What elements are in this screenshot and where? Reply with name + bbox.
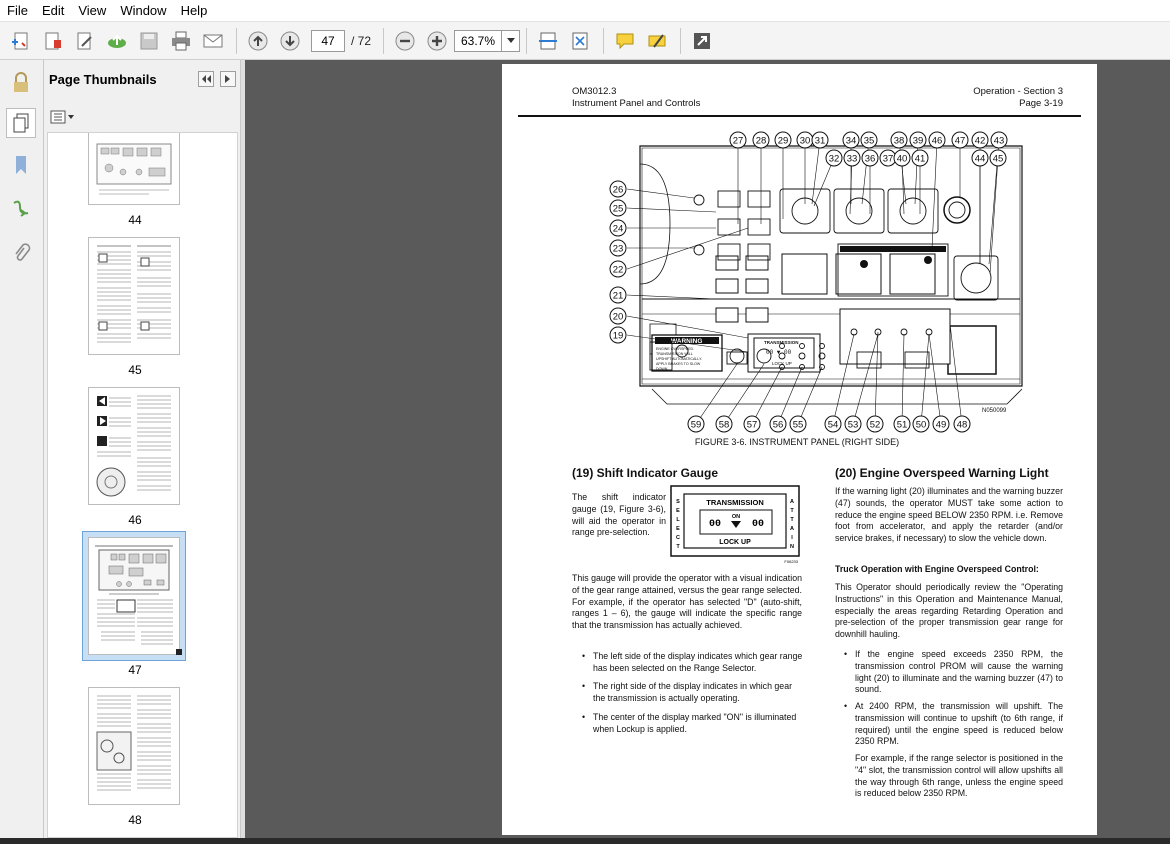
attachments-button[interactable]: [6, 238, 36, 268]
figure-callout-label: 19: [612, 330, 624, 342]
upload-button[interactable]: [102, 26, 132, 56]
shift-bullet-3: • The center of the display marked "ON" is illuminated when Lockup is applied.: [593, 712, 803, 736]
menu-view[interactable]: View: [78, 2, 107, 18]
svg-text:LOCK UP: LOCK UP: [719, 539, 751, 546]
figure-callout-label: 44: [974, 153, 986, 165]
svg-text:00 ▼ 00: 00 ▼ 00: [766, 349, 792, 356]
figure-code: N050099: [982, 408, 1007, 414]
thumbnails-panel: [44, 60, 241, 838]
figure-callout-label: 36: [864, 153, 876, 165]
thumbnail-page-44[interactable]: [88, 132, 180, 205]
arrow-down-circle-icon: [279, 30, 301, 52]
figure-callout-label: 46: [931, 135, 943, 147]
figure-callout-label: 33: [846, 153, 858, 165]
thumbnail-label: 44: [128, 213, 142, 227]
figure-callout-label: 23: [612, 243, 624, 255]
svg-text:ENGINE OVERSPEED.: ENGINE OVERSPEED.: [656, 347, 695, 351]
figure-callout-label: 41: [914, 153, 926, 165]
menu-window[interactable]: Window: [120, 2, 167, 18]
comment-button[interactable]: [610, 26, 640, 56]
thumbnail-page-47[interactable]: [88, 537, 180, 655]
figure-callout-label: 39: [912, 135, 924, 147]
fit-page-button[interactable]: [565, 26, 595, 56]
figure-callout-label: 30: [799, 135, 811, 147]
menu-file[interactable]: File: [7, 2, 28, 18]
sign-button[interactable]: [70, 26, 100, 56]
navigation-pane-strip: [0, 60, 44, 844]
figure-callout-label: 43: [993, 135, 1005, 147]
figure-callout-label: 31: [814, 135, 826, 147]
thumbnail-page-46[interactable]: [88, 387, 180, 505]
lock-icon: [11, 72, 31, 94]
thumbnail-label: 45: [128, 363, 142, 377]
minus-circle-icon: [394, 30, 416, 52]
panel-warning-text: WARNING: [671, 338, 703, 345]
previous-page-button[interactable]: [243, 26, 273, 56]
overspeed-paragraph-3: For example, if the range selector is positioned in the "4" slot, the transmission control will allow upshifts all the way through 6th range, unless the engine speed is reduced below 2350 RPM.: [855, 753, 1063, 799]
svg-text:UPSHIFT AUTOMATICALLY.: UPSHIFT AUTOMATICALLY.: [656, 357, 702, 361]
header-section-title: Instrument Panel and Controls: [572, 98, 701, 109]
figure-callout-label: 34: [845, 135, 857, 147]
menu-edit[interactable]: Edit: [41, 2, 65, 18]
svg-text:00: 00: [751, 519, 765, 530]
header-page-number: Page 3-19: [1019, 98, 1063, 109]
full-screen-button[interactable]: [687, 26, 717, 56]
menu-help[interactable]: Help: [180, 2, 208, 18]
floppy-disk-icon: [138, 30, 160, 52]
document-view: [245, 60, 1170, 844]
overspeed-heading: (20) Engine Overspeed Warning Light: [835, 466, 1049, 480]
thumbnail-page-48[interactable]: [88, 687, 180, 805]
page-number-input[interactable]: 47: [311, 30, 345, 52]
figure-callout-label: 45: [992, 153, 1004, 165]
page-preview-icon: [89, 538, 179, 654]
paperclip-icon: [11, 242, 31, 264]
save-button[interactable]: [134, 26, 164, 56]
page-preview-icon: [89, 238, 179, 354]
figure-callout-label: 24: [612, 223, 624, 235]
double-chevron-left-icon: [201, 75, 211, 83]
figure-callout-label: 27: [732, 135, 744, 147]
shift-bullet-1: • The left side of the display indicates which gear range has been selected on the Range Selector.: [593, 651, 803, 675]
shift-indicator-heading: (19) Shift Indicator Gauge: [572, 466, 719, 480]
toolbar-separator: [383, 28, 384, 54]
thumbnail-resize-handle[interactable]: [176, 649, 182, 655]
edit-pdf-button[interactable]: [38, 26, 68, 56]
thumbnail-list: [47, 132, 238, 838]
next-page-button[interactable]: [275, 26, 305, 56]
pages-icon: [11, 112, 31, 134]
svg-text:I: I: [791, 535, 793, 541]
fit-width-button[interactable]: [533, 26, 563, 56]
figure-callout-label: 28: [755, 135, 767, 147]
svg-text:DOWN.: DOWN.: [656, 367, 669, 371]
fit-page-icon: [569, 30, 591, 52]
collapse-panel-button[interactable]: [198, 71, 214, 87]
page-preview-icon: [89, 388, 179, 504]
figure-callout-label: 32: [828, 153, 840, 165]
highlight-button[interactable]: [642, 26, 672, 56]
toolbar-separator: [680, 28, 681, 54]
header-section: Operation - Section 3: [973, 86, 1063, 97]
options-menu-icon: [50, 110, 76, 124]
overspeed-paragraph-1: If the warning light (20) illuminates and the warning buzzer (47) sounds, the operator MUST take some action to reduce the engine speed BELOW 2350 RPM. i.e. Remove foot from accelerator, and apply the retarder (and/or service brakes, if necessary) to slow the vehicle down.: [835, 486, 1063, 544]
bookmarks-button[interactable]: [6, 150, 36, 180]
overspeed-bullet-2: • At 2400 RPM, the transmission will upshift. The transmission will continue to upshift (to 6th range, if required) until the engine speed is reduced below 2350 RPM.: [855, 701, 1063, 748]
figure-callout-label: 29: [777, 135, 789, 147]
panel-title: Page Thumbnails: [49, 72, 157, 87]
figure-callout-label: 49: [935, 419, 947, 431]
page-thumbnails-button[interactable]: [6, 108, 36, 138]
figure-callout-label: 56: [772, 419, 784, 431]
toolbar-separator: [526, 28, 527, 54]
overspeed-paragraph-2: This Operator should periodically review the "Operating Instructions" in this Operation and Maintenance Manual, especially the areas regarding Retarding Operation and pre-selection of the proper transmission gear range for downhill hauling.: [835, 582, 1063, 640]
figure-callout-label: 52: [869, 419, 881, 431]
page-total: / 72: [351, 33, 372, 48]
figure-callout-label: 26: [612, 184, 624, 196]
zoom-level-input[interactable]: 63.7%: [454, 30, 502, 52]
zoom-dropdown-button[interactable]: [502, 30, 520, 52]
pdf-page: [502, 64, 1097, 835]
svg-text:E: E: [676, 526, 680, 532]
header-doc-code: OM3012.3: [572, 86, 617, 97]
pen-icon: [74, 30, 96, 52]
svg-text:S: S: [676, 499, 680, 505]
document-edit-icon: [42, 30, 64, 52]
menu-bar: [0, 0, 1170, 22]
instrument-panel-figure: [502, 124, 1097, 454]
svg-text:A: A: [790, 526, 794, 532]
page-preview-icon: [89, 132, 179, 204]
svg-text:T: T: [790, 517, 794, 523]
figure-callout-label: 40: [896, 153, 908, 165]
figure-callout-label: 48: [956, 419, 968, 431]
thumbnail-options-button[interactable]: [50, 108, 76, 126]
header-rule: [518, 115, 1081, 117]
svg-text:T: T: [790, 508, 794, 514]
figure-callout-label: 55: [792, 419, 804, 431]
shift-bullet-2: • The right side of the display indicates in which gear the transmission is actually operating.: [593, 681, 803, 705]
figure-callout-label: 35: [863, 135, 875, 147]
figure-callout-label: 25: [612, 203, 624, 215]
figure-callout-label: 47: [954, 135, 966, 147]
shift-indicator-gauge-image: [670, 485, 802, 565]
panel-transmission-text: TRANSMISSION: [764, 340, 799, 345]
figure-callout-label: 51: [896, 419, 908, 431]
svg-text:T: T: [676, 544, 680, 550]
svg-text:TRANSMISSION: TRANSMISSION: [706, 498, 764, 507]
figure-callout-label: 42: [974, 135, 986, 147]
figure-callout-label: 59: [690, 419, 702, 431]
email-button[interactable]: [198, 26, 228, 56]
cloud-upload-icon: [106, 30, 128, 52]
envelope-icon: [202, 30, 224, 52]
svg-text:L: L: [676, 517, 680, 523]
plus-circle-icon: [426, 30, 448, 52]
svg-text:A: A: [790, 499, 794, 505]
signatures-button[interactable]: [6, 194, 36, 224]
svg-text:APPLY BRAKES TO SLOW: APPLY BRAKES TO SLOW: [656, 362, 701, 366]
toolbar: [0, 22, 1170, 60]
fit-width-icon: [537, 30, 559, 52]
toolbar-separator: [236, 28, 237, 54]
figure-callout-label: 50: [915, 419, 927, 431]
svg-text:N: N: [790, 544, 794, 550]
figure-callout-label: 22: [612, 264, 624, 276]
figure-callout-label: 37: [882, 153, 894, 165]
svg-text:E: E: [676, 508, 680, 514]
print-button[interactable]: [166, 26, 196, 56]
shift-indicator-intro: The shift indicator gauge (19, Figure 3-6), will aid the operator in range pre-selection.: [572, 492, 666, 538]
figure-callout-label: 57: [746, 419, 758, 431]
shift-indicator-paragraph: This gauge will provide the operator with a visual indication of the gear range attained, versus the gear range selected. For example, if the operator has selected "D" (auto-shift, ranges 1 – 6), the gauge will indicate the specific range that the transmission has actually achieved.: [572, 573, 802, 631]
thumbnail-label: 47: [128, 663, 142, 677]
figure-callout-label: 38: [893, 135, 905, 147]
figure-callout-label: 53: [847, 419, 859, 431]
svg-text:00: 00: [708, 519, 722, 530]
printer-icon: [170, 30, 192, 52]
zoom-in-button[interactable]: [422, 26, 452, 56]
signature-icon: [11, 198, 31, 220]
create-pdf-button[interactable]: [6, 26, 36, 56]
svg-text:C: C: [676, 535, 680, 541]
bookmark-icon: [11, 154, 31, 176]
thumbnail-label: 46: [128, 513, 142, 527]
create-pdf-icon: [10, 30, 32, 52]
svg-text:ON: ON: [731, 514, 741, 520]
expand-panel-button[interactable]: [220, 71, 236, 87]
highlighter-icon: [646, 30, 668, 52]
thumbnail-label: 48: [128, 813, 142, 827]
arrow-up-circle-icon: [247, 30, 269, 52]
figure-callout-label: 21: [612, 290, 624, 302]
figure-callout-label: 58: [718, 419, 730, 431]
toolbar-separator: [603, 28, 604, 54]
page-preview-icon: [89, 688, 179, 804]
overspeed-subheading: Truck Operation with Engine Overspeed Control:: [835, 564, 1039, 574]
svg-text:TRANSMISSION WILL: TRANSMISSION WILL: [656, 352, 693, 356]
lock-button[interactable]: [6, 68, 36, 98]
status-strip: [0, 838, 1170, 844]
svg-text:F06233: F06233: [784, 559, 798, 564]
panel-lockup-text: LOCK UP: [772, 361, 792, 366]
figure-caption: FIGURE 3-6. INSTRUMENT PANEL (RIGHT SIDE): [694, 437, 900, 447]
thumbnail-page-45[interactable]: [88, 237, 180, 355]
figure-callout-label: 20: [612, 311, 624, 323]
overspeed-bullet-1: • If the engine speed exceeds 2350 RPM, the transmission control PROM will cause the warning light (20) to illuminate and the warning buzzer (47) to sound.: [855, 649, 1063, 696]
chevron-down-icon: [507, 38, 515, 44]
zoom-out-button[interactable]: [390, 26, 420, 56]
speech-bubble-icon: [614, 30, 636, 52]
chevron-right-icon: [225, 75, 231, 83]
figure-callout-label: 54: [827, 419, 839, 431]
expand-icon: [691, 30, 713, 52]
